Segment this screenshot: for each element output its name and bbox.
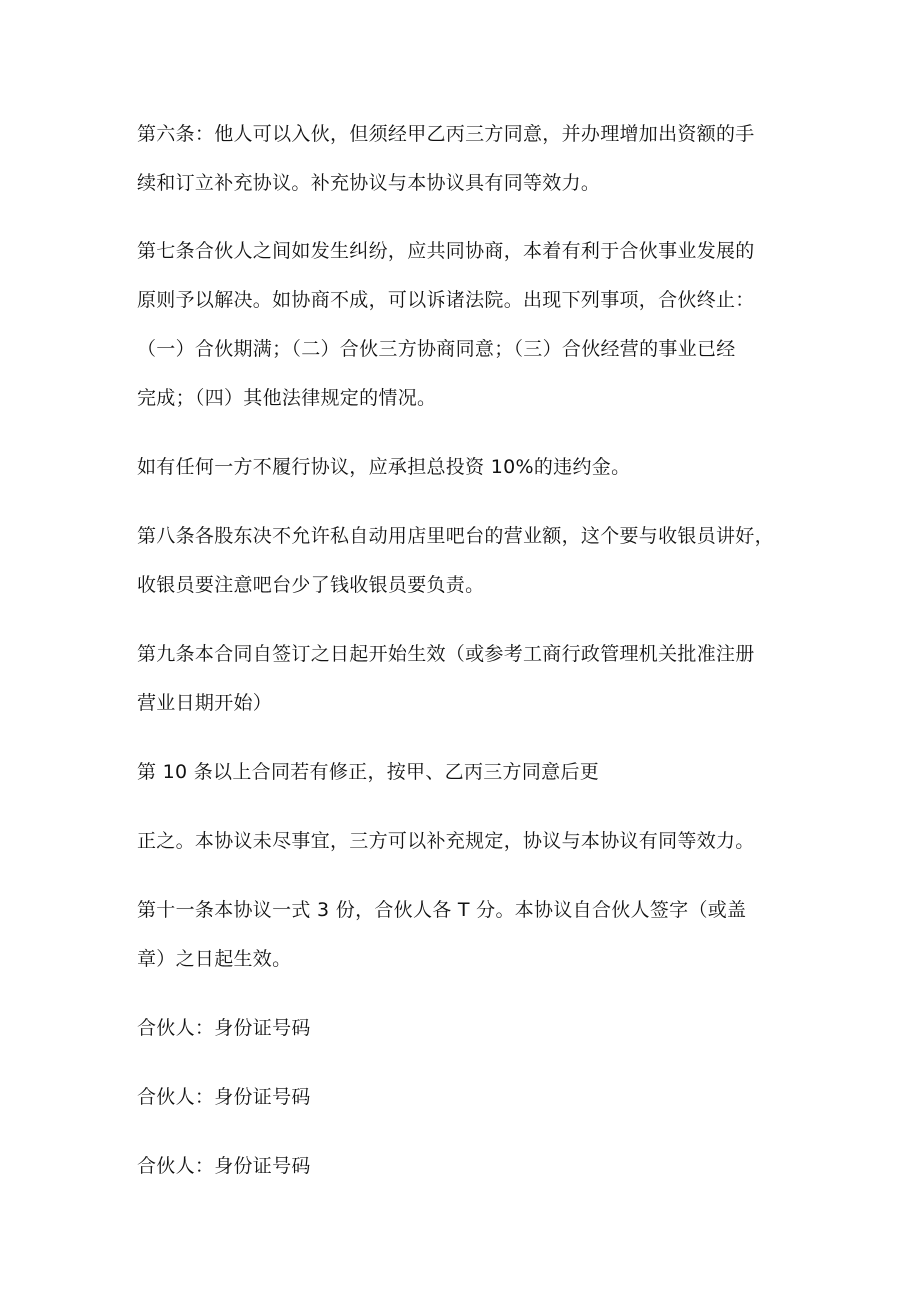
- article-6-line-1: 第六条：他人可以入伙，但须经甲乙丙三方同意，并办理增加出资额的手: [137, 123, 755, 145]
- partner-signature-line-2: 合伙人：身份证号码: [137, 1086, 311, 1108]
- article-11-line-2: 章）之日起生效。: [137, 948, 292, 970]
- article-8-line-1: 第八条各股东决不允许私自动用店里吧台的营业额，这个要与收银员讲好，: [137, 525, 774, 547]
- partner-signature-line-1: 合伙人：身份证号码: [137, 1017, 311, 1039]
- article-7-line-4: 完成；（四）其他法律规定的情况。: [137, 387, 437, 409]
- article-7-line-3: （一）合伙期满；（二）合伙三方协商同意；（三）合伙经营的事业已经: [137, 338, 736, 360]
- article-9-line-1: 第九条本合同自签订之日起开始生效（或参考工商行政管理机关批准注册: [137, 643, 755, 665]
- penalty-clause: 如有任何一方不履行协议，应承担总投资 10%的违约金。: [137, 456, 631, 478]
- article-10-line-2: 正之。本协议未尽事宜，三方可以补充规定，协议与本协议有同等效力。: [137, 830, 755, 852]
- article-9-line-2: 营业日期开始）: [137, 692, 273, 714]
- article-10-line-1: 第 10 条以上合同若有修正，按甲、乙丙三方同意后更: [137, 761, 600, 783]
- partner-signature-line-3: 合伙人：身份证号码: [137, 1155, 311, 1177]
- article-6-line-2: 续和订立补充协议。补充协议与本协议具有同等效力。: [137, 172, 601, 194]
- article-7-line-1: 第七条合伙人之间如发生纠纷，应共同协商，本着有利于合伙事业发展的: [137, 240, 755, 262]
- article-11-line-1: 第十一条本协议一式 3 份，合伙人各 T 分。本协议自合伙人签字（或盖: [137, 899, 747, 921]
- article-8-line-2: 收银员要注意吧台少了钱收银员要负责。: [137, 574, 485, 596]
- article-7-line-2: 原则予以解决。如协商不成，可以诉诸法院。出现下列事项，合伙终止：: [137, 289, 755, 311]
